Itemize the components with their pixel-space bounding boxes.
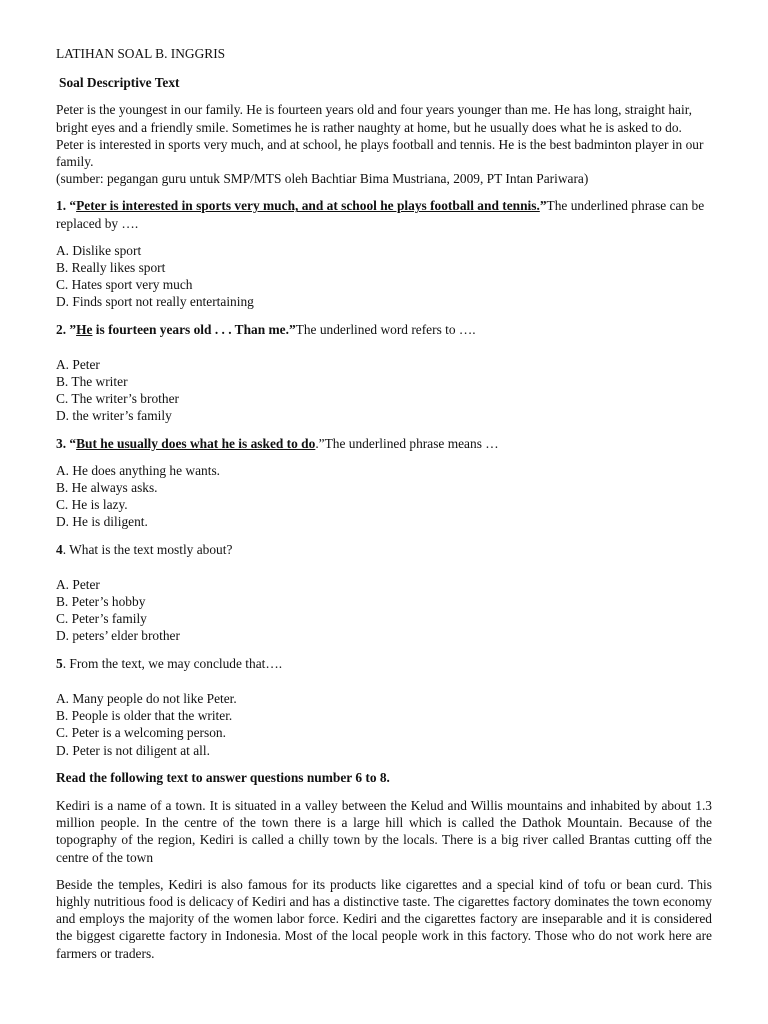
- page-title: LATIHAN SOAL B. INGGRIS: [56, 46, 226, 61]
- answer-options-5: [56, 690, 712, 759]
- answer-option: B. He always asks.: [56, 480, 158, 496]
- question-number: 3.: [56, 435, 67, 451]
- question-2: [56, 321, 712, 338]
- answer-option: B. People is older that the writer.: [56, 708, 233, 724]
- answer-option: C. Hates sport very much: [56, 277, 193, 293]
- answer-options-1: [56, 242, 712, 311]
- answer-option: B. The writer: [56, 374, 128, 390]
- answer-option: A. He does anything he wants.: [56, 462, 221, 478]
- passage-paragraph: Kediri is a name of a town. It is situated in a valley between the Kelud and Willis mountains and inhabited by about 1.3 million people. In the centre of the town there is a large hill which is called the Dathok Mountain. Because of the topography of the region, Kediri is called a chilly town by the locals. There is a big river called Brantas cutting off the centre of the town: [56, 797, 712, 865]
- answer-option: C. He is lazy.: [56, 497, 128, 513]
- answer-options-2: [56, 356, 712, 425]
- answer-option: D. the writer’s family: [56, 408, 172, 424]
- passage-source: (sumber: pegangan guru untuk SMP/MTS oleh Bachtiar Bima Mustriana, 2009, PT Intan Pariwara): [56, 171, 589, 187]
- question-3: [56, 435, 712, 452]
- question-text: . What is the text mostly about?: [62, 541, 233, 557]
- question-number: 4: [56, 541, 63, 557]
- document-page: [56, 45, 712, 972]
- question-1: [56, 197, 712, 231]
- answer-option: D. He is diligent.: [56, 514, 148, 530]
- quoted-sentence: is fourteen years old . . . Than me.”: [92, 321, 296, 337]
- answer-option: B. Peter’s hobby: [56, 594, 146, 610]
- question-text: . From the text, we may conclude that….: [62, 655, 283, 671]
- reading-instruction: Read the following text to answer questions number 6 to 8.: [56, 769, 390, 785]
- answer-option: C. Peter is a welcoming person.: [56, 725, 226, 741]
- reading-passage-peter: [56, 101, 712, 187]
- question-text: .”The underlined phrase means …: [315, 435, 499, 451]
- answer-option: A. Peter: [56, 576, 100, 592]
- section-subtitle: Soal Descriptive Text: [59, 75, 180, 91]
- answer-options-4: [56, 576, 712, 645]
- close-quote: ”: [539, 198, 547, 214]
- underlined-phrase: But he usually does what he is asked to do: [76, 435, 316, 451]
- answer-option: A. Dislike sport: [56, 242, 142, 258]
- passage-paragraph: Peter is the youngest in our family. He is fourteen years old and four years younger than me. He has long, straight hair, bright eyes and a friendly smile. Sometimes he is rather naughty at home, but he usually does what he is asked to do. Peter is interested in sports very much, and at school, he plays football and tennis. He is the best badminton player in our family.: [56, 102, 704, 170]
- passage-paragraph: Beside the temples, Kediri is also famous for its products like cigarettes and a special kind of tofu or bean curd. This highly nutritious food is delicacy of Kediri and has a distinctive taste. The cigarettes factory dominates the town economy and employs the majority of the women labor force. Kediri and the cigarettes factory are inseparable and it is considered the biggest cigarette factory in Indonesia. Most of the local people work in this factory. Those who do not work here are farmers or traders.: [56, 876, 712, 961]
- underlined-phrase: Peter is interested in sports very much, and at school he plays football and tennis.: [76, 198, 540, 214]
- question-number: 5: [56, 655, 63, 671]
- answer-options-3: [56, 462, 712, 531]
- question-4: [56, 541, 712, 558]
- answer-option: C. Peter’s family: [56, 611, 147, 627]
- answer-option: A. Peter: [56, 356, 100, 372]
- question-text: The underlined phrase can be replaced by ….: [56, 198, 705, 231]
- answer-option: D. Peter is not diligent at all.: [56, 742, 210, 758]
- open-quote: ”: [66, 321, 77, 337]
- answer-option: C. The writer’s brother: [56, 391, 179, 407]
- answer-option: D. Finds sport not really entertaining: [56, 294, 254, 310]
- question-5: [56, 655, 712, 672]
- question-number: 1.: [56, 198, 67, 214]
- open-quote: “: [66, 198, 77, 214]
- answer-option: D. peters’ elder brother: [56, 628, 180, 644]
- answer-option: B. Really likes sport: [56, 260, 166, 276]
- question-number: 2.: [56, 321, 67, 337]
- open-quote: “: [66, 435, 77, 451]
- answer-option: A. Many people do not like Peter.: [56, 690, 237, 706]
- question-text: The underlined word refers to ….: [295, 321, 476, 337]
- underlined-word: He: [76, 321, 93, 337]
